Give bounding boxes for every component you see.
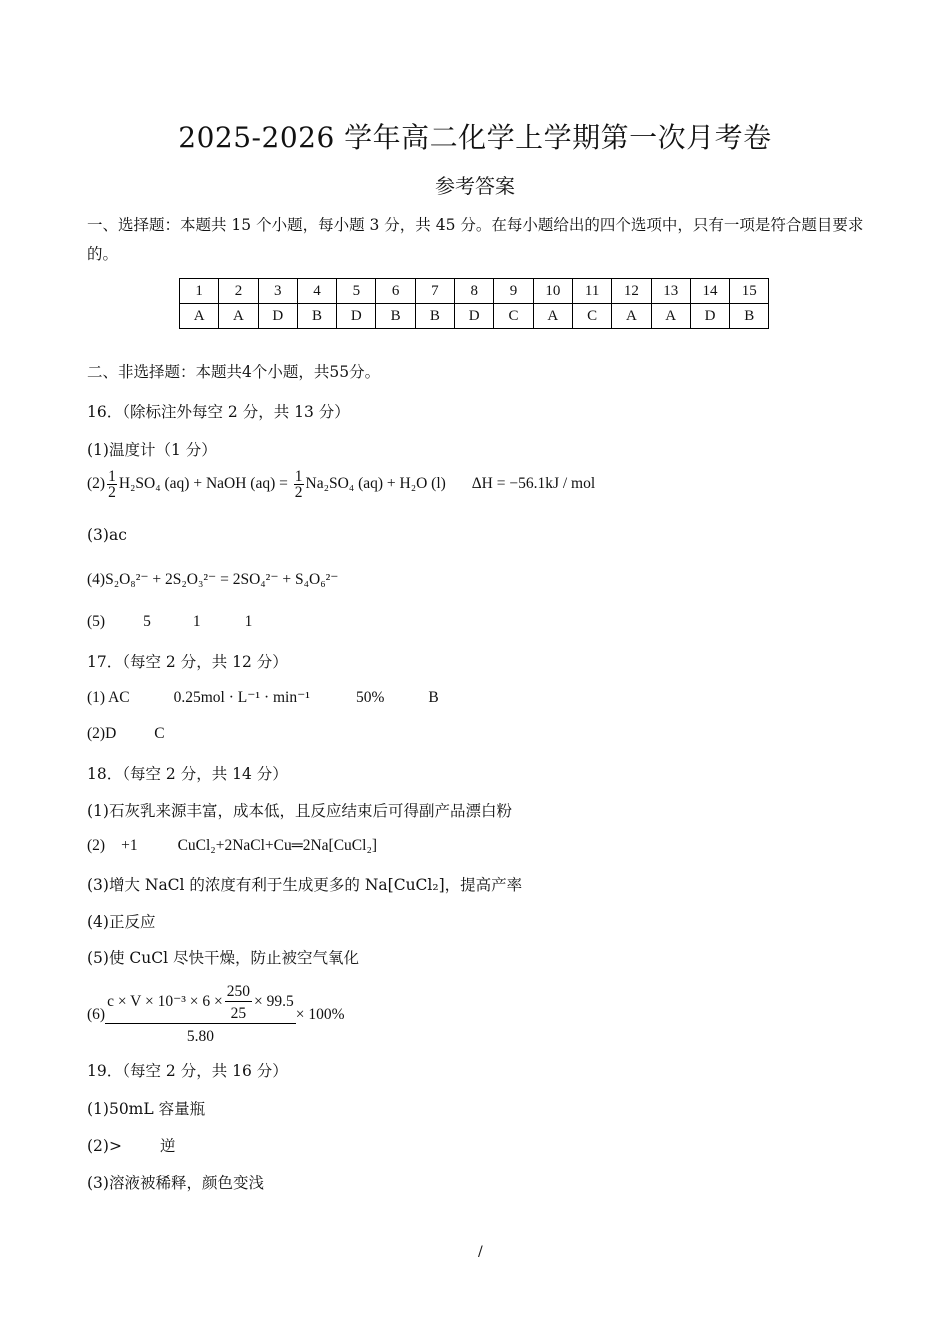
- q16-ionic-equation: S₂O₈²⁻ + 2S₂O₃²⁻ = 2SO₄²⁻ + S₄O₆²⁻: [105, 571, 339, 588]
- answer-cell: A: [651, 304, 690, 329]
- fraction-denominator: 2: [108, 484, 116, 501]
- q18-header: 18．（每空 2 分，共 14 分）: [87, 765, 288, 783]
- q17-reaction-rate: 0.25mol · L⁻¹ · min⁻¹: [173, 689, 310, 706]
- answer-cell: A: [612, 304, 651, 329]
- question-number-cell: 10: [533, 279, 572, 304]
- q18-answer-4: (4)正反应: [87, 913, 156, 931]
- answer-table: [179, 278, 769, 329]
- q16-answer-5-value: 5: [143, 613, 151, 630]
- q18-answer-6-label: (6): [87, 1006, 106, 1023]
- answer-cell: D: [690, 304, 729, 329]
- numerator-left: c × V × 10⁻³ × 6 ×: [107, 993, 223, 1011]
- q18-percent-factor: × 100%: [295, 1006, 345, 1023]
- q18-purity-denominator: 5.80: [186, 1028, 214, 1045]
- answer-table-number-row: [180, 279, 769, 304]
- answer-cell: A: [533, 304, 572, 329]
- answer-table-answer-row: [180, 304, 769, 329]
- dilution-denominator: 25: [230, 1005, 247, 1022]
- page-subtitle: 参考答案: [435, 174, 515, 198]
- q18-equation: CuCl₂+2NaCl+Cu═2Na[CuCl₂]: [177, 837, 378, 854]
- q19-answer-2: [87, 1134, 175, 1156]
- page-title: 2025-2026 学年高二化学上学期第一次月考卷: [178, 121, 772, 154]
- q16-equation-left: H₂SO₄ (aq) + NaOH (aq) =: [118, 475, 288, 493]
- q17-percentage: 50%: [355, 689, 385, 706]
- q19-answer-2-value: 逆: [159, 1137, 176, 1155]
- answer-cell: B: [730, 304, 769, 329]
- q18-answer-6: [87, 984, 345, 1046]
- answer-cell: D: [337, 304, 376, 329]
- question-number-cell: 9: [494, 279, 533, 304]
- q16-answer-4: [87, 570, 338, 589]
- fraction-numerator: 1: [294, 468, 303, 485]
- answer-cell: B: [415, 304, 454, 329]
- q19-answer-3: (3)溶液被稀释，颜色变浅: [87, 1174, 264, 1192]
- q19-header: 19．（每空 2 分，共 16 分）: [87, 1062, 288, 1080]
- question-number-cell: 15: [730, 279, 769, 304]
- dilution-fraction: [225, 984, 252, 1021]
- q18-oxidation-state: +1: [121, 837, 138, 854]
- answer-cell: A: [219, 304, 258, 329]
- answer-cell: C: [572, 304, 611, 329]
- question-number-cell: 8: [455, 279, 494, 304]
- page-footer: /: [478, 1244, 483, 1260]
- half-fraction: [107, 469, 117, 500]
- q16-enthalpy: ΔH = −56.1kJ / mol: [471, 475, 596, 493]
- q17-answer-1-label: (1) AC: [87, 689, 130, 706]
- question-number-cell: 12: [612, 279, 651, 304]
- q16-answer-2: [87, 469, 595, 500]
- answer-cell: A: [180, 304, 219, 329]
- answer-cell: D: [258, 304, 297, 329]
- numerator-right: × 99.5: [254, 993, 294, 1011]
- q17-answer-1: [87, 688, 439, 707]
- answer-cell: D: [455, 304, 494, 329]
- q16-answer-4-label: (4): [87, 571, 106, 588]
- half-fraction: [294, 469, 304, 500]
- question-number-cell: 13: [651, 279, 690, 304]
- answer-cell: B: [376, 304, 415, 329]
- q16-answer-1: (1)温度计（1 分）: [87, 441, 217, 459]
- q18-purity-numerator: [105, 984, 296, 1024]
- q16-equation-right: Na₂SO₄ (aq) + H₂O (l): [305, 475, 446, 493]
- question-number-cell: 14: [690, 279, 729, 304]
- q16-answer-5: [87, 613, 252, 631]
- question-number-cell: 2: [219, 279, 258, 304]
- q16-answer-2-label: (2): [87, 475, 106, 493]
- q17-header: 17．（每空 2 分，共 12 分）: [87, 653, 288, 671]
- q16-answer-5-label: (5): [87, 613, 106, 630]
- q18-answer-2: [87, 837, 377, 855]
- dilution-numerator: 250: [226, 983, 251, 1000]
- fraction-numerator: 1: [108, 468, 116, 485]
- question-number-cell: 11: [572, 279, 611, 304]
- q17-answer-2-label: (2)D: [87, 725, 117, 742]
- question-number-cell: 4: [297, 279, 336, 304]
- q18-purity-fraction: [105, 984, 296, 1046]
- q18-answer-5: (5)使 CuCl 尽快干燥，防止被空气氧化: [87, 949, 359, 967]
- question-number-cell: 5: [337, 279, 376, 304]
- question-number-cell: 7: [415, 279, 454, 304]
- q18-answer-3: (3)增大 NaCl 的浓度有利于生成更多的 Na[CuCl₂]，提高产率: [87, 876, 523, 894]
- q16-answer-5-value: 1: [192, 613, 201, 630]
- q17-answer-1-choice: B: [428, 689, 439, 706]
- fraction-denominator: 2: [294, 484, 303, 501]
- q17-answer-2: [87, 725, 165, 743]
- question-number-cell: 6: [376, 279, 415, 304]
- q16-answer-3: (3)ac: [87, 526, 127, 544]
- answer-cell: B: [297, 304, 336, 329]
- answer-cell: C: [494, 304, 533, 329]
- q16-answer-5-value: 1: [244, 613, 253, 630]
- q19-answer-2-label: (2)>: [87, 1137, 122, 1155]
- q17-answer-2-choice: C: [154, 725, 165, 742]
- section1-heading: 一、选择题：本题共 15 个小题，每小题 3 分，共 45 分。在每小题给出的四个选项中，只有一项是符合题目要求的。: [87, 216, 864, 263]
- q18-answer-1: (1)石灰乳来源丰富，成本低，且反应结束后可得副产品漂白粉: [87, 802, 512, 820]
- section2-heading: 二、非选择题：本题共4个小题，共55分。: [87, 363, 381, 381]
- question-number-cell: 1: [180, 279, 219, 304]
- question-number-cell: 3: [258, 279, 297, 304]
- q16-header: 16．（除标注外每空 2 分，共 13 分）: [87, 403, 350, 421]
- q18-answer-2-label: (2): [87, 837, 106, 854]
- q19-answer-1: (1)50mL 容量瓶: [87, 1100, 206, 1118]
